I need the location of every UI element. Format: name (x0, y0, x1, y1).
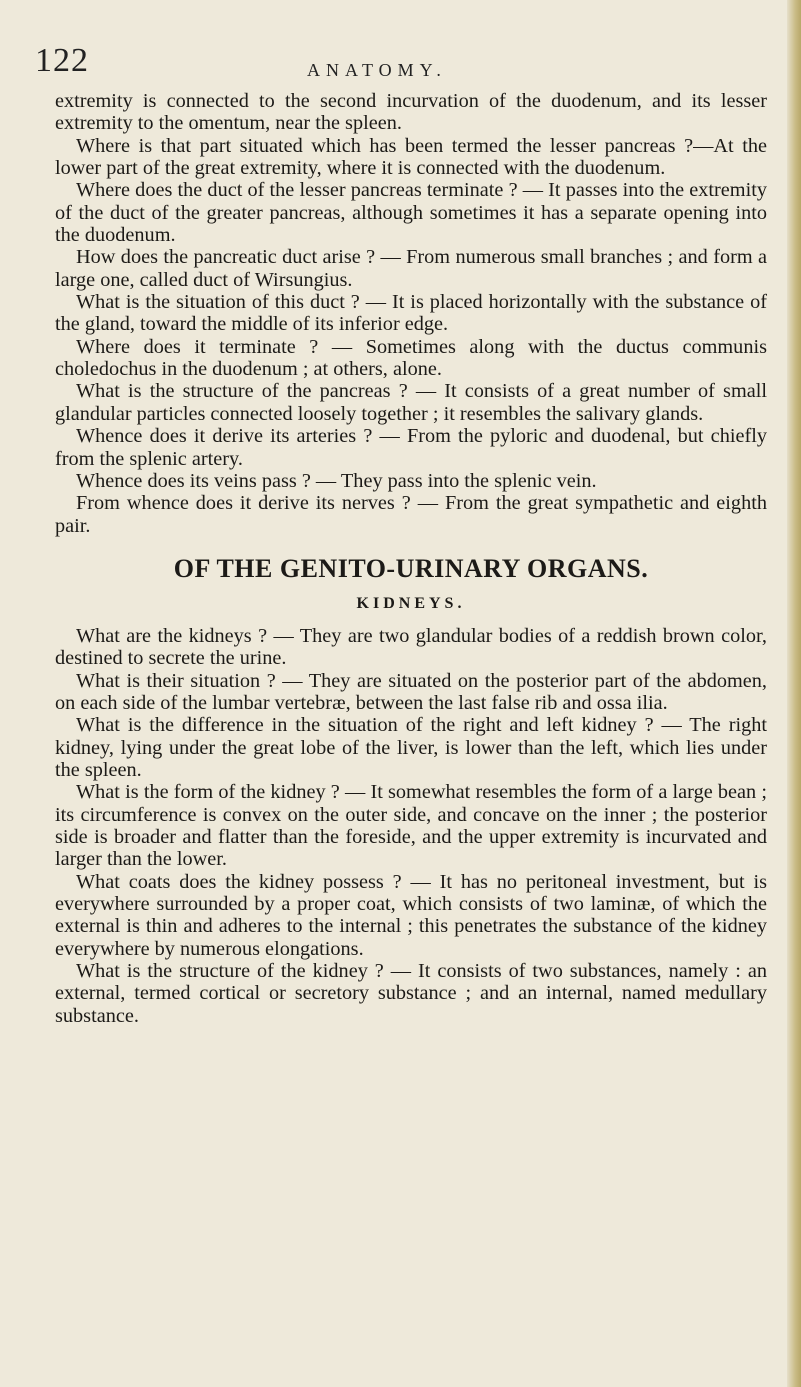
page-edge (787, 0, 801, 1387)
paragraph: What coats does the kidney possess ? — It has no peritoneal investment, but is everywhere surrounded by a proper coat, which consists of two laminæ, of which the external is thin and adheres to the internal ; this penetrates the substance of the kidney everywhere by numerous elongations. (55, 870, 767, 960)
subsection-title: KIDNEYS. (356, 594, 466, 612)
paragraph: What is the situation of this duct ? — It is placed horizontally with the substance of the gland, toward the middle of its inferior edge. (55, 291, 767, 336)
paragraph: What is their situation ? — They are situated on the posterior part of the abdomen, on each side of the lumbar vertebræ, between the last false rib and ossa ilia. (55, 669, 767, 714)
paragraph: Where is that part situated which has been termed the lesser pancreas ?—At the lower part of the great extremity, where it is connected with the duodenum. (55, 134, 767, 180)
running-head: ANATOMY. (307, 60, 447, 80)
paragraph: Whence does it derive its arteries ? — From the pyloric and duodenal, but chiefly from the splenic artery. (55, 425, 767, 470)
paragraph: Where does the duct of the lesser pancreas terminate ? — It passes into the extremity of the duct of the greater pancreas, although sometimes it has a separate opening into the duodenum. (55, 179, 767, 247)
paragraph: Whence does its veins pass ? — They pass into the splenic vein. (76, 469, 597, 492)
body-text (55, 90, 767, 1027)
paragraph: What is the difference in the situation of the right and left kidney ? — The right kidney, lying under the great lobe of the liver, is lower than the left, which lies under the spleen. (55, 714, 767, 781)
page-number: 122 (35, 42, 89, 79)
paragraph: Where does it terminate ? — Sometimes along with the ductus communis choledochus in the duodenum ; at others, alone. (55, 335, 767, 381)
paragraph: How does the pancreatic duct arise ? — From numerous small branches ; and form a large one, called duct of Wirsungius. (55, 246, 767, 291)
paragraph: What is the form of the kidney ? — It somewhat resembles the form of a large bean ; its circumference is convex on the outer side, and concave on the inner ; the posterior side is broader and flatter than the foreside, and the upper extremity is incurvated and larger than the lower. (55, 781, 767, 871)
paragraph: What are the kidneys ? — They are two glandular bodies of a reddish brown color, destined to secrete the urine. (55, 624, 767, 670)
section-title: OF THE GENITO-URINARY ORGANS. (173, 553, 649, 583)
paragraph: extremity is connected to the second incurvation of the duodenum, and its lesser extremity to the omentum, near the spleen. (55, 90, 767, 135)
paragraph: What is the structure of the pancreas ? — It consists of a great number of small glandular particles connected loosely together ; it resembles the salivary glands. (55, 380, 767, 425)
paragraph: From whence does it derive its nerves ? — From the great sympathetic and eighth pair. (55, 492, 767, 537)
page-header (0, 42, 801, 82)
paragraph: What is the structure of the kidney ? — It consists of two substances, namely : an external, termed cortical or secretory substance ; and an internal, named medullary substance. (55, 960, 767, 1027)
